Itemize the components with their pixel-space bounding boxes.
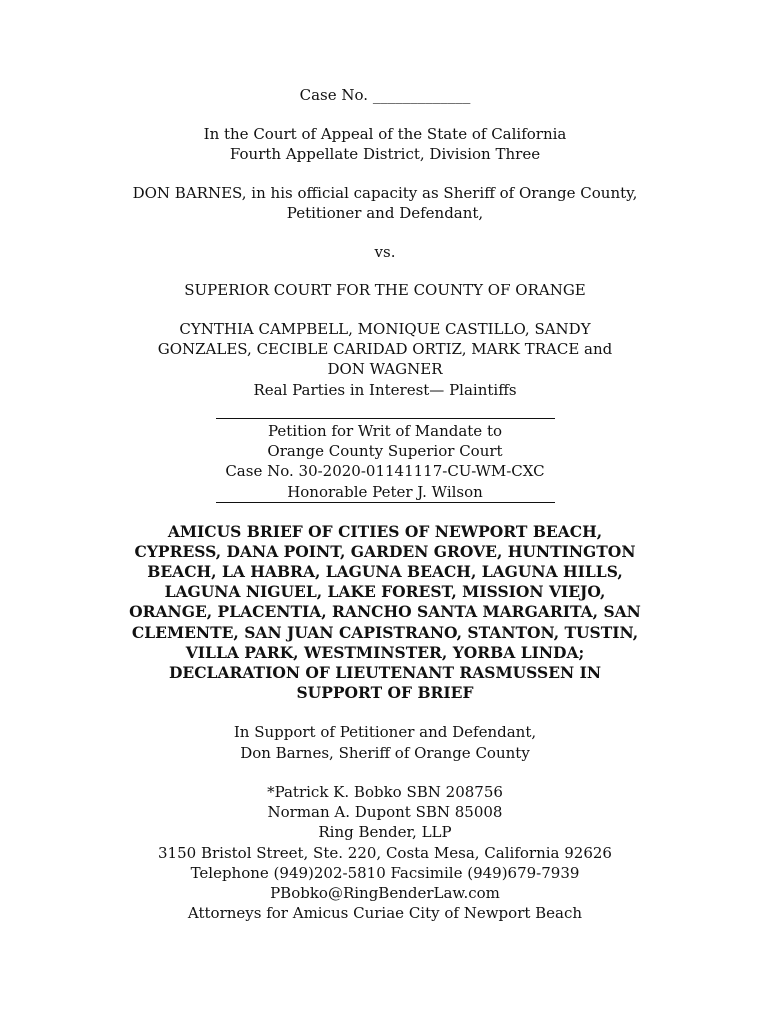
brief-title-line: CYPRESS, DANA POINT, GARDEN GROVE, HUNTINGTON — [134, 542, 636, 561]
real-parties-line: DON WAGNER — [327, 360, 443, 378]
petitioner-name: DON BARNES, in his official capacity as Sheriff of Orange County, — [132, 184, 638, 202]
firm-phone-fax: Telephone (949)202-5810 Facsimile (949)679-7939 — [190, 864, 580, 882]
petition-case-number: Case No. 30-2020-01141117-CU-WM-CXC — [225, 462, 545, 480]
brief-title-line: DECLARATION OF LIEUTENANT RASMUSSEN IN — [168, 663, 602, 682]
real-parties-line: CYNTHIA CAMPBELL, MONIQUE CASTILLO, SANDY — [179, 320, 591, 338]
attorney-role: Attorneys for Amicus Curiae City of Newport Beach — [187, 904, 583, 922]
brief-title-line: CLEMENTE, SAN JUAN CAPISTRANO, STANTON, TUSTIN, — [131, 623, 639, 642]
firm-email: PBobko@RingBenderLaw.com — [270, 884, 500, 902]
petitioner-role: Petitioner and Defendant, — [286, 204, 484, 222]
brief-title-line: VILLA PARK, WESTMINSTER, YORBA LINDA; — [185, 643, 585, 662]
petition-court: Orange County Superior Court — [267, 442, 503, 460]
brief-title-line: AMICUS BRIEF OF CITIES OF NEWPORT BEACH, — [167, 522, 603, 541]
support-line: Don Barnes, Sheriff of Orange County — [240, 744, 530, 762]
real-parties-line: GONZALES, CECIBLE CARIDAD ORTIZ, MARK TRACE and — [157, 340, 613, 358]
real-parties-role: Real Parties in Interest— Plaintiffs — [253, 381, 517, 399]
brief-title-line: LAGUNA NIGUEL, LAKE FOREST, MISSION VIEJO, — [164, 582, 606, 601]
versus-label: vs. — [374, 243, 396, 261]
case-number-line: Case No. _____________ — [299, 86, 471, 104]
petition-title: Petition for Writ of Mandate to — [267, 422, 503, 440]
respondent-name: SUPERIOR COURT FOR THE COUNTY OF ORANGE — [184, 281, 586, 299]
attorney-name: *Patrick K. Bobko SBN 208756 — [267, 783, 503, 801]
attorney-name: Norman A. Dupont SBN 85008 — [267, 803, 503, 821]
divider-bottom — [216, 502, 555, 503]
brief-title-line: ORANGE, PLACENTIA, RANCHO SANTA MARGARITA, SAN — [129, 602, 641, 621]
court-district: Fourth Appellate District, Division Three — [229, 145, 541, 163]
petition-judge: Honorable Peter J. Wilson — [287, 483, 483, 501]
court-name: In the Court of Appeal of the State of California — [203, 125, 567, 143]
firm-address: 3150 Bristol Street, Ste. 220, Costa Mesa, California 92626 — [158, 844, 612, 862]
divider-top — [216, 418, 555, 419]
support-line: In Support of Petitioner and Defendant, — [233, 723, 537, 741]
brief-title-line: SUPPORT OF BRIEF — [296, 683, 474, 702]
brief-title-line: BEACH, LA HABRA, LAGUNA BEACH, LAGUNA HILLS, — [147, 562, 623, 581]
law-firm: Ring Bender, LLP — [318, 823, 452, 841]
